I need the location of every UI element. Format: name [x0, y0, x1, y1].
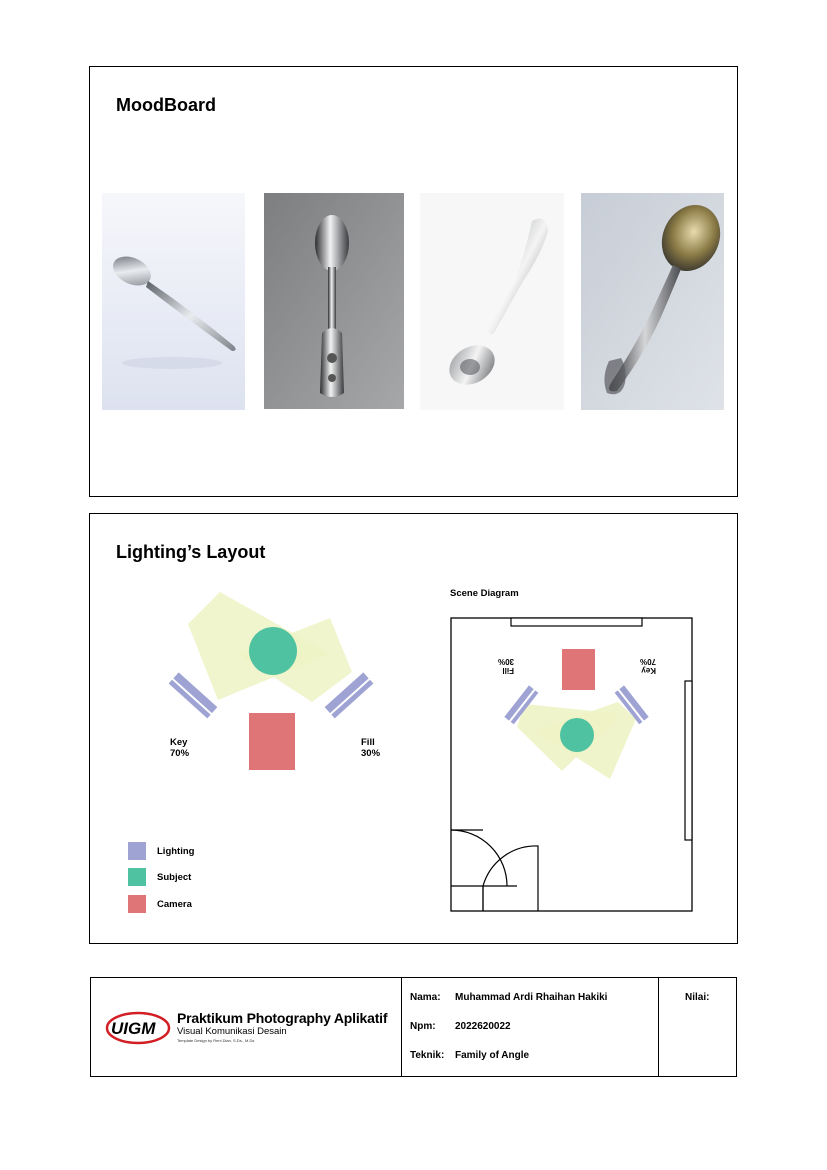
camera-rect — [249, 713, 295, 770]
uigm-logo — [105, 1008, 171, 1048]
department-name: Visual Komunikasi Desain — [177, 1026, 287, 1037]
npm-label: Npm: — [410, 1021, 436, 1032]
name-value: Muhammad Ardi Rhaihan Hakiki — [455, 992, 608, 1003]
spoon-photo-4 — [581, 193, 724, 410]
scene-fill-percent: 30% — [498, 657, 515, 666]
course-title: Praktikum Photography Aplikatif — [177, 1010, 388, 1026]
scene-key-label — [640, 657, 656, 675]
teknik-label: Teknik: — [410, 1050, 445, 1061]
spoon-photo-2 — [264, 193, 404, 409]
nilai-label: Nilai: — [685, 992, 710, 1003]
scene-diagram — [445, 609, 705, 919]
legend-subject-label: Subject — [157, 871, 192, 883]
scene-fill-label — [498, 657, 514, 675]
spoon-photo-1 — [102, 193, 245, 410]
moodboard-title: MoodBoard — [116, 95, 216, 115]
key-label — [170, 737, 189, 759]
lighting-layout-panel — [89, 513, 738, 944]
footer-info-box — [90, 977, 737, 1077]
logo-text: UIGM — [111, 1019, 156, 1038]
scene-key-percent: 70% — [640, 657, 657, 666]
footer-logo-cell — [91, 978, 402, 1076]
template-credit: Template Design by Reni Dian, S.Ds., M.Ds — [177, 1038, 255, 1043]
scene-key-text: Key — [641, 666, 657, 675]
lighting-swatch — [128, 842, 146, 860]
subject-swatch — [128, 868, 146, 886]
scene-fill-text: Fill — [502, 666, 515, 675]
legend-camera — [128, 895, 192, 913]
subject-circle — [249, 627, 297, 675]
camera-swatch — [128, 895, 146, 913]
scene-diagram-title: Scene Diagram — [450, 588, 519, 599]
legend-subject — [128, 868, 191, 886]
fill-percent: 30% — [361, 748, 381, 759]
teknik-value: Family of Angle — [455, 1050, 530, 1061]
lighting-layout-title: Lighting’s Layout — [116, 542, 266, 562]
fill-label-text: Fill — [361, 737, 375, 748]
footer-details-cell — [401, 978, 659, 1076]
door — [451, 830, 538, 911]
fill-label — [361, 737, 380, 759]
name-label: Nama: — [410, 992, 441, 1003]
spoon-photo-3 — [420, 193, 564, 410]
npm-value: 2022620022 — [455, 1021, 511, 1032]
moodboard-panel — [89, 66, 738, 497]
footer-grade-cell — [658, 978, 736, 1076]
key-label-text: Key — [170, 737, 188, 748]
key-percent: 70% — [170, 748, 190, 759]
legend-lighting-label: Lighting — [157, 845, 195, 857]
legend-camera-label: Camera — [157, 898, 192, 910]
legend-lighting — [128, 842, 194, 860]
lighting-diagram — [90, 514, 430, 814]
